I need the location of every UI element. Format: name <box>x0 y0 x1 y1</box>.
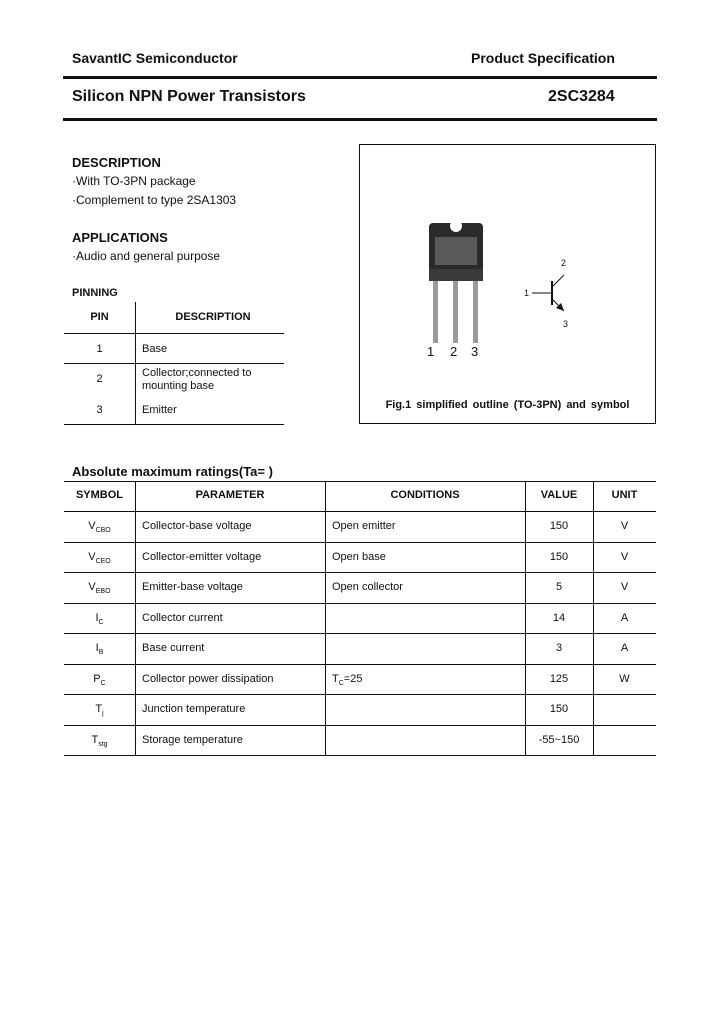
symbol-main: V <box>88 520 96 532</box>
pinning-header-pin: PIN <box>90 311 109 323</box>
table-row-rule <box>64 603 656 604</box>
company-name: SavantIC Semiconductor <box>72 50 238 66</box>
table-row <box>64 364 284 425</box>
symbol-emitter-label: 3 <box>563 319 569 329</box>
header-symbol: SYMBOL <box>75 489 124 501</box>
table-column-divider <box>325 481 326 755</box>
package-base-icon <box>429 269 483 281</box>
symbol-main: T <box>91 733 99 746</box>
symbol-main: I <box>95 611 99 624</box>
symbol-base-label: 1 <box>524 288 530 298</box>
mounting-hole-icon <box>450 220 462 232</box>
doc-type: Product Specification <box>471 50 615 66</box>
collector-lead-icon <box>552 275 564 287</box>
rating-value: -55~150 <box>538 733 580 746</box>
header-parameter: PARAMETER <box>195 489 265 501</box>
rating-unit: A <box>620 642 629 654</box>
pin-label: 1 <box>427 344 435 359</box>
rating-parameter: Base current <box>142 642 205 654</box>
pinning-title: PINNING <box>72 287 118 299</box>
table-header-rule <box>64 511 656 512</box>
pin-description-line: mounting base <box>142 380 215 392</box>
conditions-main: Open base <box>332 550 386 563</box>
table-column-divider <box>135 481 136 755</box>
rating-parameter: Collector-base voltage <box>142 520 252 532</box>
table-row-rule <box>64 542 656 543</box>
rating-parameter: Emitter-base voltage <box>142 581 243 593</box>
header-rule-bottom <box>63 118 657 121</box>
rating-unit: W <box>619 672 630 685</box>
description-item: ·Complement to type 2SA1303 <box>72 193 237 207</box>
pinning-table <box>64 302 284 425</box>
symbol-subscript: C <box>98 618 104 626</box>
pin-number: 1 <box>96 343 103 355</box>
lead-icon <box>433 281 438 343</box>
rating-parameter: Collector power dissipation <box>142 672 274 685</box>
rating-symbol <box>64 581 135 595</box>
rating-unit: V <box>620 581 629 593</box>
table-row-rule <box>64 572 656 573</box>
rating-value: 150 <box>549 703 569 715</box>
applications-title: APPLICATIONS <box>72 230 168 245</box>
description-title: DESCRIPTION <box>72 155 161 170</box>
conditions-main: Open emitter <box>332 520 396 532</box>
lead-icon <box>453 281 458 343</box>
symbol-main: V <box>88 581 96 593</box>
rating-unit: V <box>620 520 629 532</box>
package-drawing <box>360 145 655 395</box>
symbol-subscript: stg <box>98 740 108 748</box>
lead-icon <box>473 281 478 343</box>
rating-symbol <box>64 673 135 687</box>
symbol-main: V <box>88 550 96 563</box>
pin-description: Emitter <box>142 404 177 416</box>
conditions-tail: =25 <box>343 672 363 685</box>
rating-symbol <box>64 734 135 748</box>
pin-number: 2 <box>96 373 103 385</box>
rating-value: 150 <box>549 520 569 532</box>
header-unit: UNIT <box>611 489 638 501</box>
rating-parameter: Junction temperature <box>142 703 246 715</box>
table-top-rule <box>64 481 656 482</box>
table-row-rule <box>64 694 656 695</box>
symbol-subscript: CBO <box>95 527 111 534</box>
conditions-main: T <box>332 672 339 685</box>
rating-symbol <box>64 642 135 656</box>
header-rule-top <box>63 76 657 79</box>
rating-value: 14 <box>552 611 566 624</box>
pinning-header-desc: DESCRIPTION <box>175 311 251 323</box>
part-number: 2SC3284 <box>548 88 615 105</box>
table-row-rule <box>64 755 656 756</box>
rating-value: 150 <box>549 550 569 563</box>
rating-conditions <box>332 551 386 565</box>
package-face-icon <box>435 237 477 265</box>
symbol-subscript: j <box>102 710 104 717</box>
rating-unit: A <box>620 611 629 624</box>
rating-parameter: Storage temperature <box>142 733 243 746</box>
pin-description-line: Collector;connected to <box>142 367 252 379</box>
rating-symbol <box>64 612 135 626</box>
table-row <box>64 334 284 364</box>
conditions-main: Open collector <box>332 581 403 593</box>
table-row-rule <box>64 664 656 665</box>
applications-item: ·Audio and general purpose <box>72 249 221 263</box>
symbol-main: I <box>95 642 99 654</box>
symbol-collector-label: 2 <box>561 258 567 268</box>
rating-value: 5 <box>555 581 563 593</box>
rating-value: 125 <box>549 672 569 685</box>
symbol-subscript: EBO <box>95 588 111 595</box>
rating-value: 3 <box>555 642 563 654</box>
rating-unit: V <box>620 550 629 563</box>
symbol-subscript: C <box>100 679 106 687</box>
figure-caption: Fig.1 simplified outline (TO-3PN) and symbol <box>385 399 630 411</box>
rating-symbol <box>64 703 135 717</box>
header-value: VALUE <box>540 489 578 501</box>
package-figure <box>359 144 656 424</box>
pin-label: 3 <box>471 344 479 359</box>
rating-conditions <box>332 520 396 534</box>
product-line: Silicon NPN Power Transistors <box>72 88 306 105</box>
table-row-rule <box>64 725 656 726</box>
rating-parameter: Collector current <box>142 611 223 624</box>
rating-conditions <box>332 673 362 687</box>
header-conditions: CONDITIONS <box>390 489 460 501</box>
symbol-main: P <box>93 672 101 685</box>
symbol-subscript: CEO <box>95 557 111 565</box>
pinning-header-row <box>64 302 284 334</box>
symbol-main: T <box>95 703 103 715</box>
pin-label: 2 <box>450 344 458 359</box>
pin-description: Base <box>142 343 168 355</box>
symbol-subscript: B <box>98 649 104 656</box>
rating-parameter: Collector-emitter voltage <box>142 550 262 563</box>
description-item: ·With TO-3PN package <box>72 174 196 188</box>
rating-symbol <box>64 520 135 534</box>
conditions-subscript: C <box>338 679 344 687</box>
table-row-rule <box>64 633 656 634</box>
rating-symbol <box>64 551 135 565</box>
ratings-title: Absolute maximum ratings(Ta= ) <box>72 464 273 479</box>
pin-description <box>136 367 284 393</box>
pin-number: 3 <box>96 404 103 416</box>
rating-conditions <box>332 581 403 595</box>
